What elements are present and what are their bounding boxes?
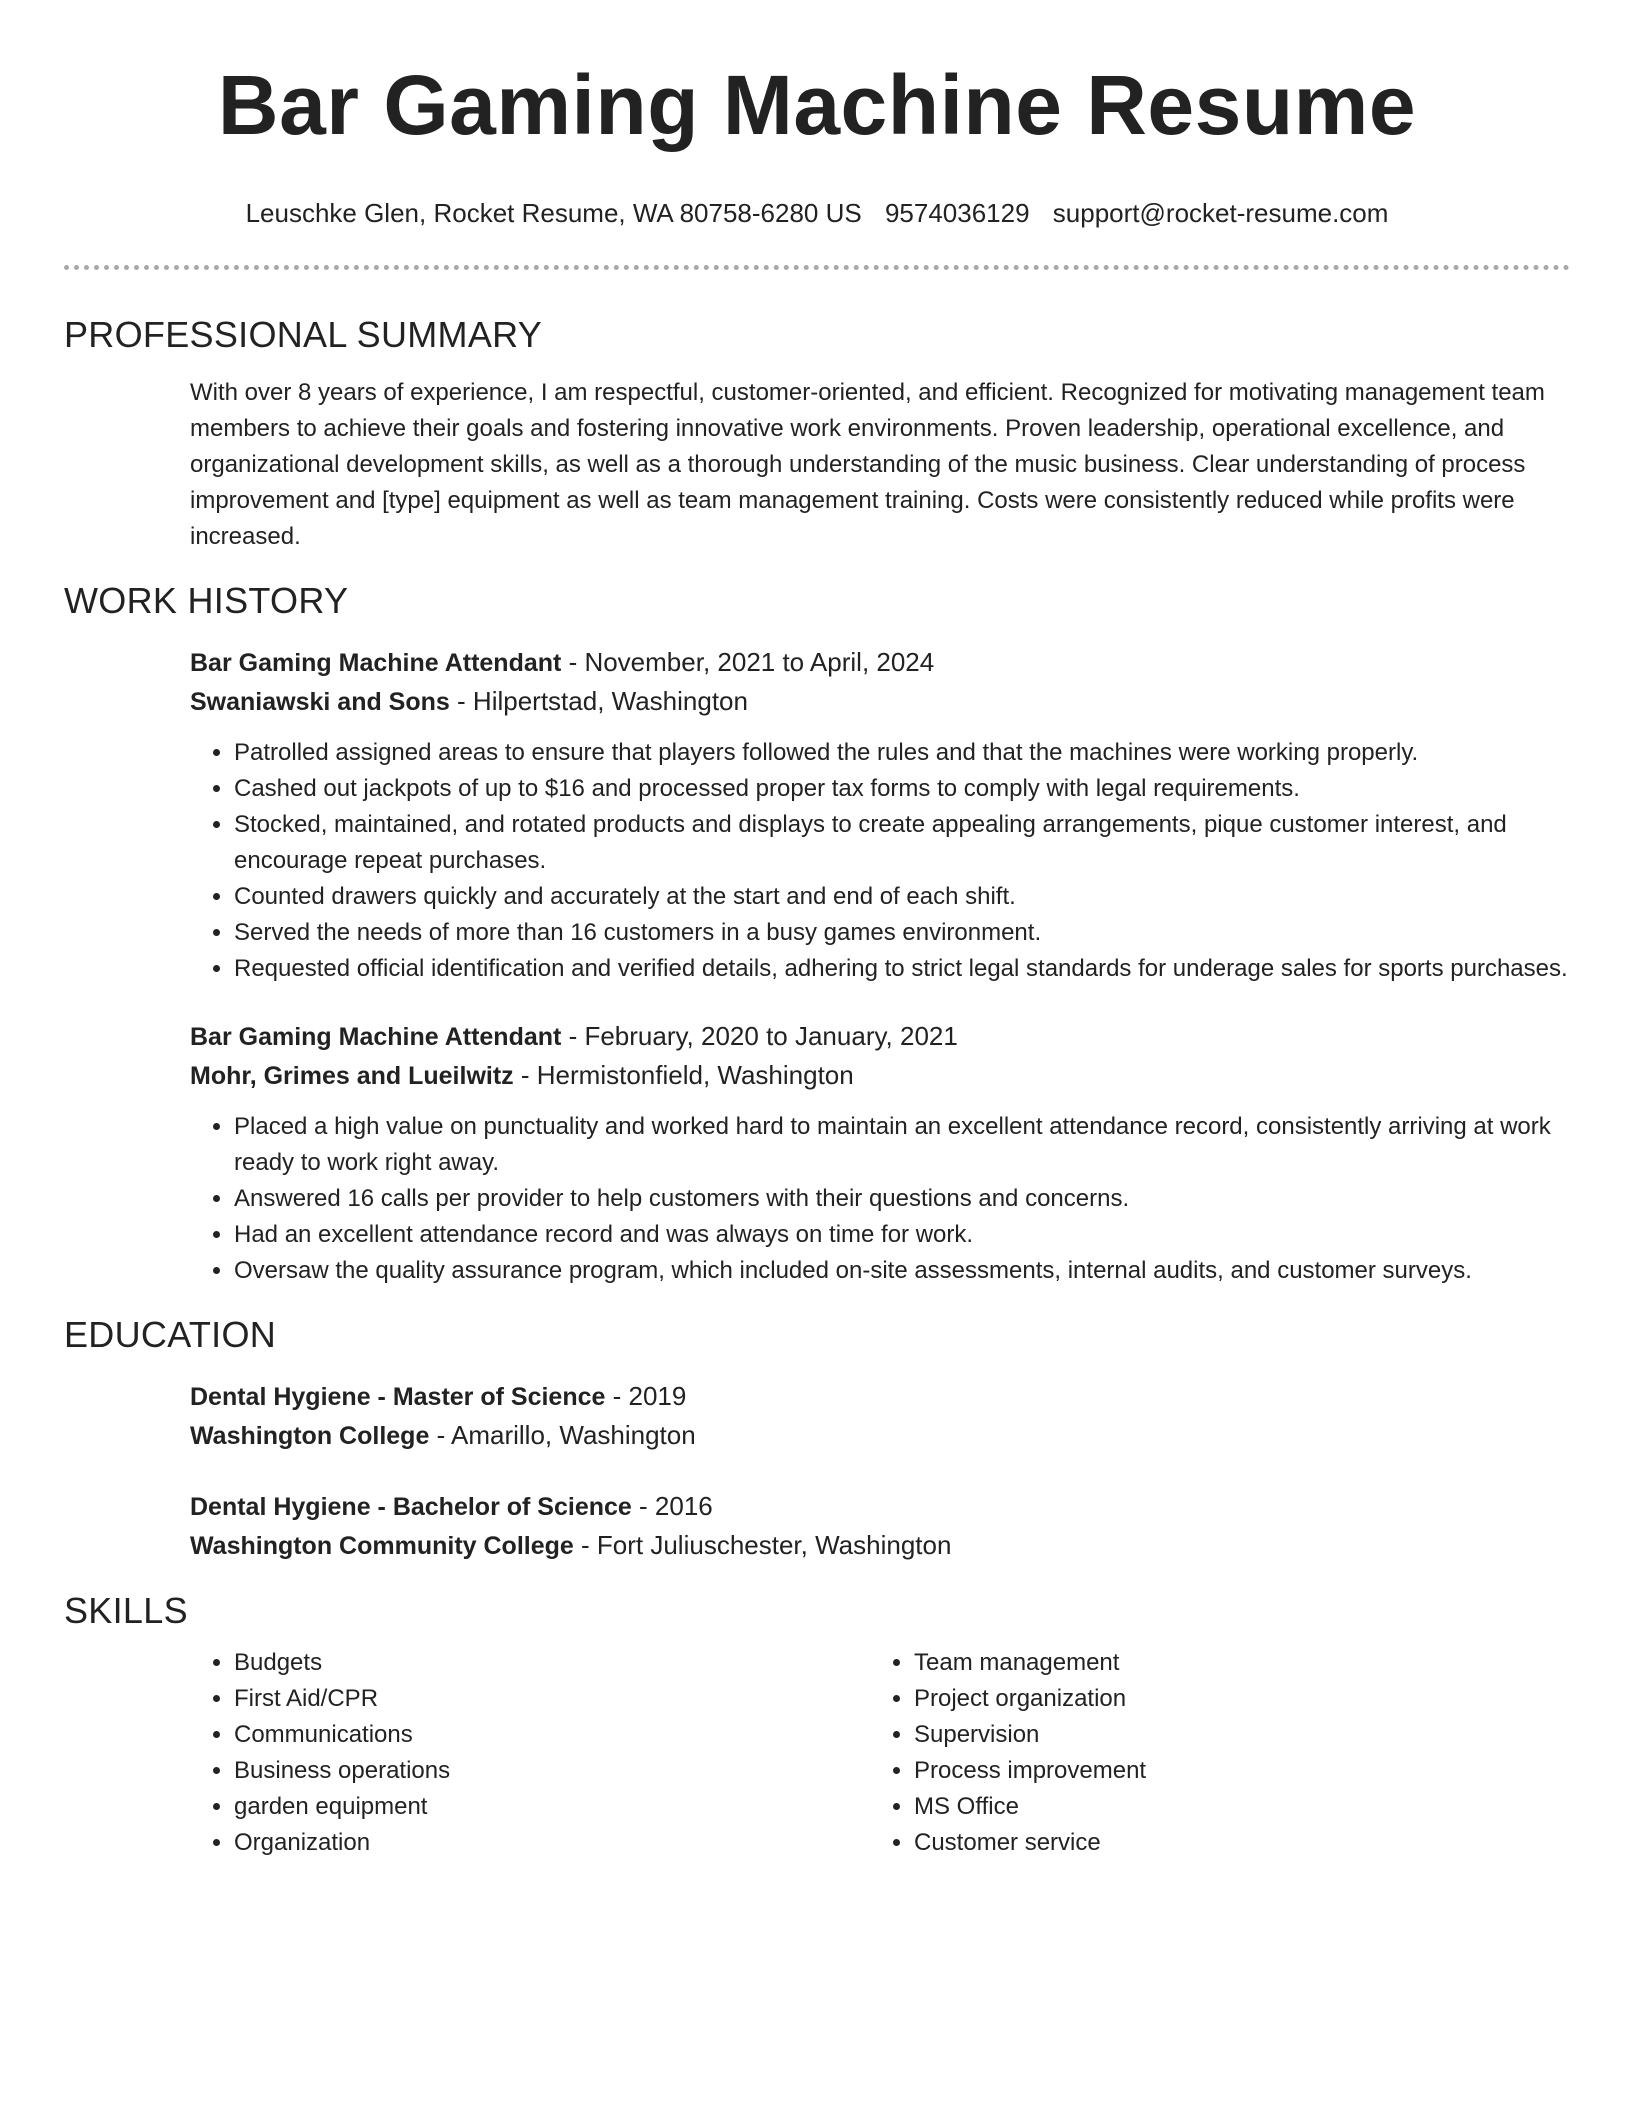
skill-item: • Supervision [914,1717,1550,1753]
work-history-section [64,579,1570,1289]
skill-item: • Customer service [914,1825,1550,1861]
job-company: Mohr, Grimes and Lueilwitz [190,1062,514,1090]
list-item: • Had an excellent attendance record and was always on time for work. [234,1217,1570,1253]
list-item: • Patrolled assigned areas to ensure that players followed the rules and that the machines were working properly. [234,735,1570,771]
summary-heading: PROFESSIONAL SUMMARY [64,314,543,355]
contact-email: support@rocket-resume.com [1052,198,1389,228]
summary-section [64,313,1570,555]
list-item: • Counted drawers quickly and accurately at the start and end of each shift. [234,879,1570,915]
school-location: - Fort Juliuschester, Washington [573,1530,952,1560]
skills-column-left [190,1645,870,1861]
job-entry [190,643,1570,987]
job-company: Swaniawski and Sons [190,688,450,716]
list-item: • Placed a high value on punctuality and worked hard to maintain an excellent attendance record, consistently arriving at work ready to work right away. [234,1109,1570,1181]
job-location: - Hilpertstad, Washington [449,686,748,716]
list-item: • Answered 16 calls per provider to help customers with their questions and concerns. [234,1181,1570,1217]
skill-item: • garden equipment [234,1789,870,1825]
skill-item: • Team management [914,1645,1550,1681]
job-title-line [190,643,1570,682]
contact-info [64,195,1570,231]
job-bullets [190,1109,1570,1289]
list-item: • Oversaw the quality assurance program, which included on-site assessments, internal audits, and customer surveys. [234,1253,1570,1289]
job-entry [190,1017,1570,1289]
resume-page [64,0,1570,1861]
school-name: Washington College [190,1422,430,1450]
skill-item: • Communications [234,1717,870,1753]
skill-item: • MS Office [914,1789,1550,1825]
skills-heading: SKILLS [64,1590,188,1631]
job-title-line [190,1017,1570,1056]
job-role: Bar Gaming Machine Attendant [190,1023,562,1051]
education-section [64,1313,1570,1565]
degree-line [190,1487,1570,1526]
job-bullets [190,735,1570,987]
job-role: Bar Gaming Machine Attendant [190,649,562,677]
skills-column-right [870,1645,1550,1861]
job-company-line [190,682,1570,721]
school-name: Washington Community College [190,1532,574,1560]
contact-phone: 9574036129 [884,198,1030,228]
degree-year: - 2019 [605,1381,687,1411]
header-divider [64,265,1570,270]
list-item: • Served the needs of more than 16 customers in a busy games environment. [234,915,1570,951]
degree-line [190,1377,1570,1416]
skill-item: • First Aid/CPR [234,1681,870,1717]
skill-item: • Business operations [234,1753,870,1789]
summary-text: With over 8 years of experience, I am respectful, customer-oriented, and efficient. Recognized for motivating management team members to achieve their goals and fostering innovative work environments. Proven leadership, operational excellence, and organizational development skills, as well as a thorough understanding of the music business. Clear understanding of process improvement and [type] equipment as well as team management training. Costs were consistently reduced while profits were increased. [190,379,1545,550]
list-item: • Cashed out jackpots of up to $16 and processed proper tax forms to comply with legal requirements. [234,771,1570,807]
skill-item: • Organization [234,1825,870,1861]
job-dates: - February, 2020 to January, 2021 [561,1021,958,1051]
education-entry [190,1377,1570,1455]
job-dates: - November, 2021 to April, 2024 [561,647,935,677]
list-item: • Requested official identification and verified details, adhering to strict legal standards for underage sales for sports purchases. [234,951,1570,987]
school-line [190,1416,1570,1455]
work-history-heading: WORK HISTORY [64,580,349,621]
education-entry [190,1487,1570,1565]
skills-section [64,1589,1570,1861]
job-location: - Hermistonfield, Washington [513,1060,854,1090]
degree-name: Dental Hygiene - Bachelor of Science [190,1493,632,1521]
skills-grid [190,1645,1570,1861]
job-company-line [190,1056,1570,1095]
resume-title: Bar Gaming Machine Resume [217,58,1417,152]
contact-address: Leuschke Glen, Rocket Resume, WA 80758-6280 US [245,198,862,228]
degree-year: - 2016 [631,1491,713,1521]
education-heading: EDUCATION [64,1314,277,1355]
skill-item: • Process improvement [914,1753,1550,1789]
school-location: - Amarillo, Washington [429,1420,696,1450]
school-line [190,1526,1570,1565]
list-item: • Stocked, maintained, and rotated products and displays to create appealing arrangements, pique customer interest, and encourage repeat purchases. [234,807,1570,879]
skill-item: • Project organization [914,1681,1550,1717]
degree-name: Dental Hygiene - Master of Science [190,1383,606,1411]
skill-item: • Budgets [234,1645,870,1681]
